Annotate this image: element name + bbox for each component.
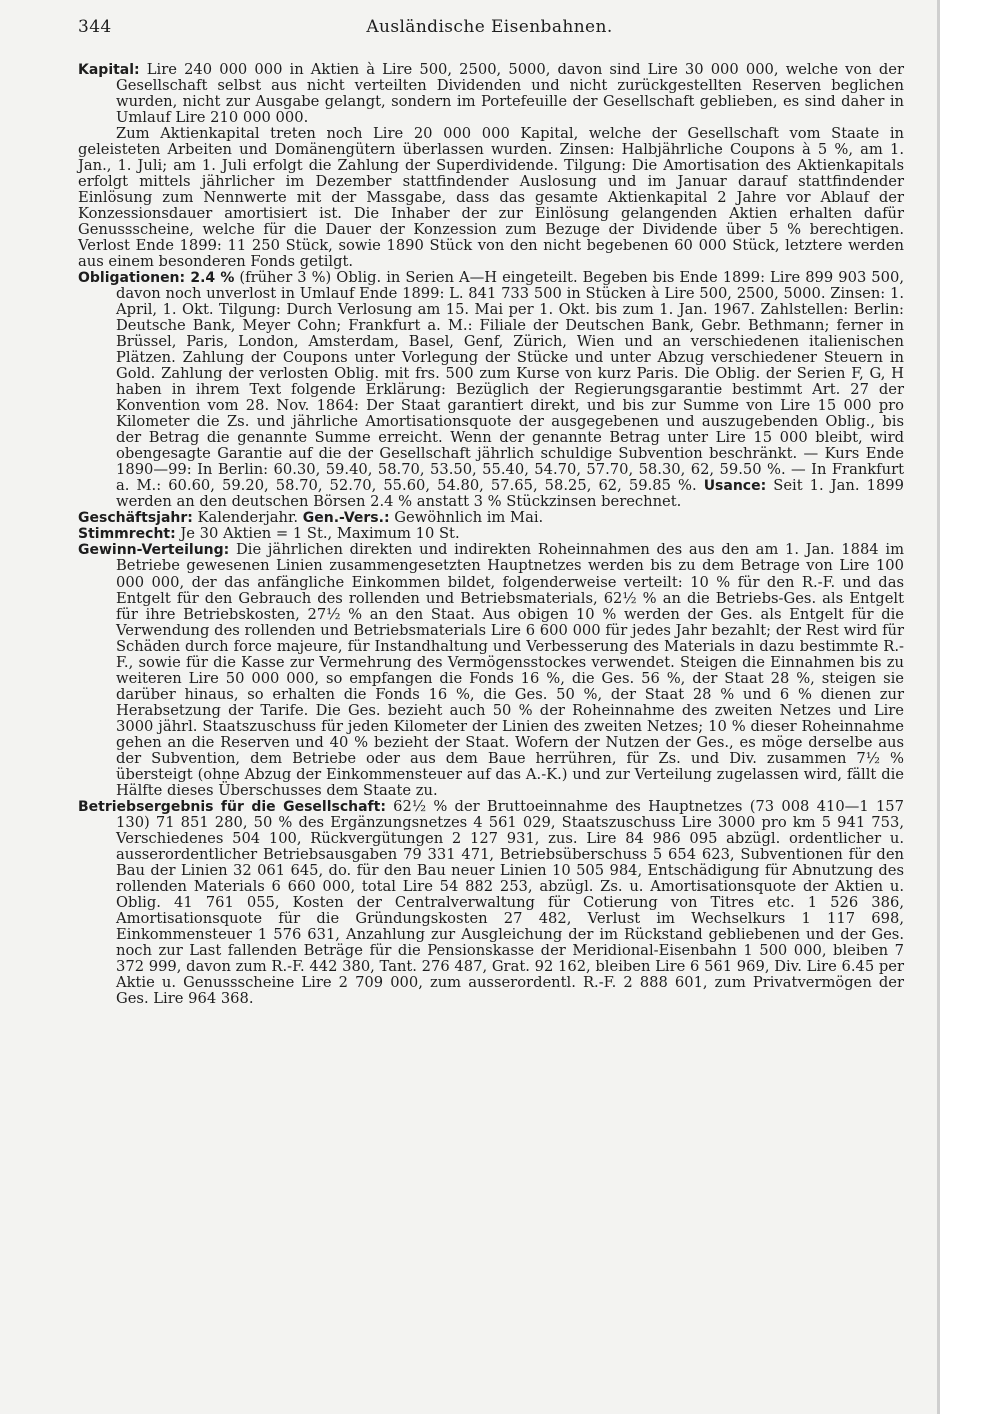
section-aktienkapital-details [78,126,904,270]
page-number: 344 [78,17,112,37]
section-text: (früher 3 %) Oblig. in Serien A—H eingeteilt. Begeben bis Ende 1899: Lire 899 903 500, davon noch unverlost in Umlauf Ende 1899: L. 841 733 500 in Stücken à Lire 500, 2500, 5000. Zinsen: 1. April, 1. Okt. Tilgung: Durch Verlosung am 15. Mai per 1. Okt. bis zum 1. Jan. 1967. Zahlstellen: Berlin: Deutsche Bank, Meyer Cohn; Frankfurt a. M.: Filiale der Deutschen Bank, Gebr. Bethmann; ferner in Brüssel, Paris, London, Amsterdam, Basel, Genf, Zürich, Wien und an verschiedenen italienischen Plätzen. Zahlung der Coupons unter Vorlegung der Stücke und unter Abzug verschiedener Steuern in Gold. Zahlung der verlosten Oblig. mit frs. 500 zum Kurse von kurz Paris. Die Oblig. der Serien F, G, H haben in ihrem Text folgende Erklärung: Bezüglich der Regierungsgarantie bestimmt Art. 27 der Konvention vom 28. Nov. 1864: Der Staat garantiert direkt, und bis zur Summe von Lire 15 000 pro Kilometer die Zs. und jährliche Amortisationsquote der ausgegebenen und auszugebenden Oblig., bis der Betrag die genannte Summe erreicht. Wenn der genannte Betrag unter Lire 15 000 bleibt, wird obengesagte Garantie auf die der Gesellschaft jährlich schuldige Subvention beschränkt. — Kurs Ende 1890—99: In Berlin: 60.30, 59.40, 58.70, 53.50, 55.40, 54.70, 57.70, 58.30, 62, 59.50 %. — In Frankfurt a. M.: 60.60, 59.20, 58.70, 52.70, 55.60, 54.80, 57.65, 58.25, 62, 59.85 %. [116,269,904,495]
running-title: Ausländische Eisenbahnen. [366,17,613,37]
subsection-text: Seit 1. Jan. 1899 werden an den deutschen Börsen 2.4 % anstatt 3 % Stückzinsen berechnet. [116,477,904,511]
section-heading: Gewinn-Verteilung: [78,542,230,559]
section-betriebsergebnis [78,799,904,1007]
subsection-text: Gewöhnlich im Mai. [389,509,544,527]
page-header [78,17,901,43]
subsection-heading: Gen.-Vers.: [302,510,390,527]
section-heading: Obligationen: 2.4 % [78,270,235,287]
section-stimmrecht [78,526,904,542]
section-text: Lire 240 000 000 in Aktien à Lire 500, 2500, 5000, davon sind Lire 30 000 000, welche von der Gesellschaft selbst aus nicht verteilten Dividenden und nicht zurückgestellten Reserven beglichen wurden, nicht zur Ausgabe gelangt, sondern im Portefeuille der Gesellschaft geblieben, es sind daher in Umlauf Lire 210 000 000. [116,61,904,127]
section-text: Zum Aktienkapital treten noch Lire 20 000 000 Kapital, welche der Gesellschaft vom Staate in geleisteten Arbeiten und Domänengütern überlassen wurden. Zinsen: Halbjährliche Coupons à 5 %, am 1. Jan., 1. Juli; am 1. Juli erfolgt die Zahlung der Superdividende. Tilgung: Die Amortisation des Aktienkapitals erfolgt mittels jährlicher im Dezember stattfindender Auslosung und im Januar darauf stattfindender Einlösung zum Nennwerte mit der Massgabe, dass das gesamte Aktienkapital 2 Jahre vor Ablauf der Konzessionsdauer amortisiert ist. Die Inhaber der zur Einlösung gelangenden Aktien erhalten dafür Genussscheine, welche für die Dauer der Konzession zum Bezuge der Dividende über 5 % berechtigen. Verlost Ende 1899: 11 250 Stück, sowie 1890 Stück von den nicht begebenen 60 000 Stück, letztere werden aus einem besonderen Fonds getilgt. [78,125,904,271]
section-heading: Kapital: [78,62,140,78]
section-obligationen [78,270,904,510]
section-heading: Betriebsergebnis für die Gesellschaft: [78,798,386,815]
section-geschaeftsjahr [78,510,904,526]
section-text: 62½ % der Bruttoeinnahme des Hauptnetzes (73 008 410—1 157 130) 71 851 280, 50 % des Ergänzungsnetzes 4 561 029, Staatszuschuss Lire 3000 pro km 5 941 753, Verschiedenes 504 100, Rückvergütungen 2 127 931, zus. Lire 84 986 095 abzügl. ordentlicher u. ausserordentlicher Betriebsausgaben 79 331 471, Betriebsüberschuss 5 654 623, Subventionen für den Bau der Linien 32 061 645, do. für den Bau neuer Linien 10 505 984, Entschädigung für Abnutzung des rollenden Materials 6 660 000, total Lire 54 882 253, abzügl. Zs. u. Amortisationsquote der Aktien u. Oblig. 41 761 055, Kosten der Centralverwaltung für Cotierung von Titres etc. 1 526 386, Amortisationsquote für die Gründungskosten 27 482, Verlust im Wechselkurs 1 117 698, Einkommensteuer 1 576 631, Anzahlung zur Ausgleichung der im Rückstand gebliebenen und der Ges. noch zur Last fallenden Beträge für die Pensionskasse der Meridional-Eisenbahn 1 500 000, bleiben 7 372 999, davon zum R.-F. 442 380, Tant. 276 487, Grat. 92 162, bleiben Lire 6 561 969, Div. Lire 6.45 per Aktie u. Genussscheine Lire 2 709 000, zum ausserordentl. R.-F. 2 888 601, zum Privatvermögen der Ges. Lire 964 368. [116,797,904,1007]
page-body [78,62,904,1007]
section-text: Kalenderjahr. [192,509,303,527]
section-heading: Geschäftsjahr: [78,510,193,527]
section-heading: Stimmrecht: [78,526,176,543]
section-kapital [78,62,904,126]
section-text: Je 30 Aktien = 1 St., Maximum 10 St. [175,525,460,543]
section-text: Die jährlichen direkten und indirekten Roheinnahmen des aus den am 1. Jan. 1884 im Betriebe gewesenen Linien zusammengesetzten Hauptnetzes werden bis zu dem Betrage von Lire 100 000 000, der das anfängliche Einkommen bildet, folgenderweise verteilt: 10 % für den R.-F. und das Entgelt für den Gebrauch des rollenden und Betriebsmaterials, 62½ % an die Betriebs-Ges. als Entgelt für ihre Betriebskosten, 27½ % an den Staat. Aus obigen 10 % werden der Ges. als Entgelt für die Verwendung des rollenden und Betriebsmaterials Lire 6 600 000 für jedes Jahr bezahlt; der Rest wird für Schäden durch force majeure, für Instandhaltung und Verbesserung des Materials in dazu bestimmte R.-F., sowie für die Kasse zur Vermehrung des Vermögensstockes verwendet. Steigen die Einnahmen bis zu weiteren Lire 50 000 000, so empfangen die Fonds 16 %, die Ges. 56 %, der Staat 28 %, steigen sie darüber hinaus, so erhalten die Fonds 16 %, die Ges. 50 %, der Staat 28 % und 6 % dienen zur Herabsetzung der Tarife. Die Ges. bezieht auch 50 % der Roheinnahme des zweiten Netzes und Lire 3000 jährl. Staatszuschuss für jeden Kilometer der Linien des zweiten Netzes; 10 % dieser Roheinnahme gehen an die Reserven und 40 % bezieht der Staat. Wofern der Nutzen der Ges., es möge derselbe aus der Subvention, dem Betriebe oder aus dem Baue herrühren, für Zs. und Div. zusammen 7½ % übersteigt (ohne Abzug der Einkommensteuer auf das A.-K.) und zur Verteilung zugelassen wird, fällt die Hälfte dieses Überschusses dem Staate zu. [116,541,904,799]
section-gewinn-verteilung [78,542,904,798]
subsection-heading: Usance: [703,478,767,495]
